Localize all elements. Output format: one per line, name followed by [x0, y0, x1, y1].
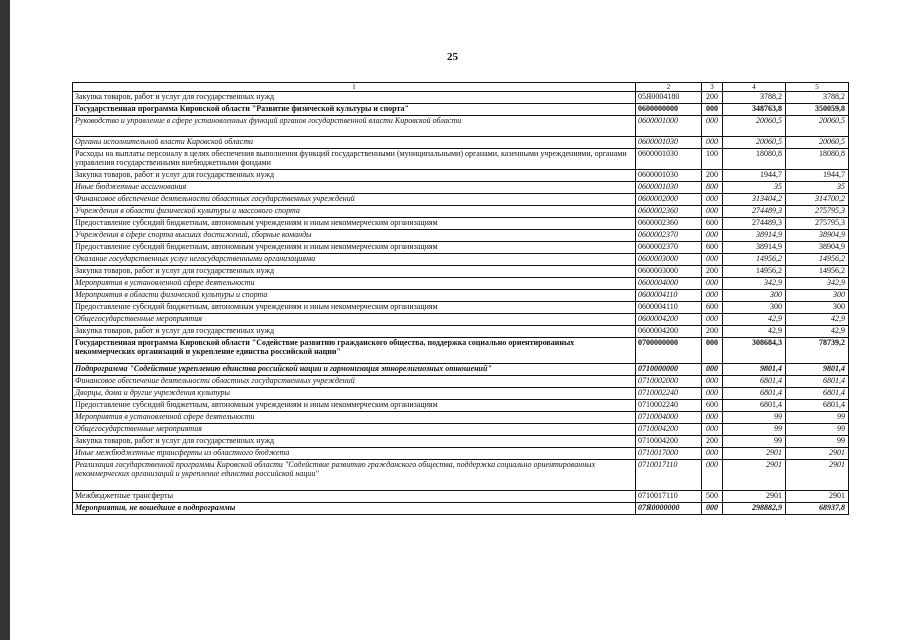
- table-row: [73, 314, 849, 326]
- row-name: Мероприятия в установленной сфере деятельности: [73, 278, 636, 290]
- table-row: [73, 206, 849, 218]
- table-row: [73, 448, 849, 460]
- row-amount-1: 18080,8: [723, 149, 786, 170]
- table-row: [73, 388, 849, 400]
- row-expense-type: 100: [702, 149, 723, 170]
- budget-table-container: [72, 82, 848, 515]
- row-code: 0600003000: [636, 266, 702, 278]
- header-cell: 4: [723, 83, 786, 92]
- row-amount-2: 2901: [786, 460, 849, 491]
- row-expense-type: 000: [702, 364, 723, 376]
- row-amount-1: 14956,2: [723, 254, 786, 266]
- row-name: Межбюджетные трансферты: [73, 491, 636, 503]
- row-code: 0710002240: [636, 388, 702, 400]
- row-code: 0600001030: [636, 149, 702, 170]
- row-name: Оказание государственных услуг негосударственными организациями: [73, 254, 636, 266]
- row-code: 0700000000: [636, 338, 702, 364]
- row-name: Мероприятия, не вошедшие в подпрограммы: [73, 503, 636, 515]
- row-amount-1: 2901: [723, 460, 786, 491]
- row-expense-type: 000: [702, 338, 723, 364]
- row-name: Мероприятия в установленной сфере деятельности: [73, 412, 636, 424]
- header-cell: 3: [702, 83, 723, 92]
- row-name: Руководство и управление в сфере установленных функций органов государственной власти Кировской области: [73, 116, 636, 137]
- row-amount-2: 6801,4: [786, 400, 849, 412]
- row-code: 0600001000: [636, 116, 702, 137]
- row-expense-type: 000: [702, 206, 723, 218]
- row-amount-1: 14956,2: [723, 266, 786, 278]
- row-amount-2: 20060,5: [786, 116, 849, 137]
- table-row: [73, 254, 849, 266]
- row-expense-type: 600: [702, 400, 723, 412]
- row-amount-1: 42,9: [723, 326, 786, 338]
- row-amount-2: 42,9: [786, 314, 849, 326]
- row-amount-2: 300: [786, 302, 849, 314]
- table-row: [73, 182, 849, 194]
- row-name: Учреждения в области физической культуры и массового спорта: [73, 206, 636, 218]
- row-code: 0600001030: [636, 170, 702, 182]
- row-expense-type: 000: [702, 424, 723, 436]
- row-expense-type: 000: [702, 116, 723, 137]
- row-code: 0710017110: [636, 491, 702, 503]
- header-cell: 5: [786, 83, 849, 92]
- row-code: 0600003000: [636, 254, 702, 266]
- table-row: [73, 218, 849, 230]
- row-code: 07Я0000000: [636, 503, 702, 515]
- table-row: [73, 137, 849, 149]
- row-amount-2: 14956,2: [786, 266, 849, 278]
- row-expense-type: 000: [702, 314, 723, 326]
- table-row: [73, 376, 849, 388]
- row-code: 0600004000: [636, 278, 702, 290]
- row-expense-type: 200: [702, 266, 723, 278]
- row-code: 0600001030: [636, 137, 702, 149]
- row-amount-1: 342,9: [723, 278, 786, 290]
- row-name: Предоставление субсидий бюджетным, автономным учреждениям и иным некоммерческим организациям: [73, 400, 636, 412]
- row-amount-1: 6801,4: [723, 400, 786, 412]
- table-row: [73, 290, 849, 302]
- row-code: 0600002360: [636, 206, 702, 218]
- row-amount-1: 274489,3: [723, 218, 786, 230]
- table-header-row: [73, 83, 849, 92]
- row-expense-type: 500: [702, 491, 723, 503]
- row-expense-type: 200: [702, 436, 723, 448]
- row-amount-2: 6801,4: [786, 388, 849, 400]
- row-amount-2: 42,9: [786, 326, 849, 338]
- row-expense-type: 000: [702, 254, 723, 266]
- row-name: Финансовое обеспечение деятельности областных государственных учреждений: [73, 194, 636, 206]
- row-amount-1: 99: [723, 412, 786, 424]
- row-amount-2: 38904,9: [786, 242, 849, 254]
- row-amount-2: 9801,4: [786, 364, 849, 376]
- row-amount-1: 3788,2: [723, 92, 786, 104]
- row-expense-type: 200: [702, 170, 723, 182]
- row-code: 0600004200: [636, 326, 702, 338]
- row-amount-1: 348763,8: [723, 104, 786, 116]
- row-code: 0600004110: [636, 290, 702, 302]
- row-expense-type: 000: [702, 194, 723, 206]
- table-row: [73, 92, 849, 104]
- row-code: 0710002000: [636, 376, 702, 388]
- row-code: 0710004200: [636, 436, 702, 448]
- row-code: 0600002360: [636, 218, 702, 230]
- page-number: 25: [447, 51, 458, 63]
- row-amount-1: 99: [723, 424, 786, 436]
- row-name: Предоставление субсидий бюджетным, автономным учреждениям и иным некоммерческим организациям: [73, 302, 636, 314]
- row-code: 0600000000: [636, 104, 702, 116]
- table-row: [73, 116, 849, 137]
- row-code: 0710017000: [636, 448, 702, 460]
- table-row: [73, 104, 849, 116]
- row-amount-1: 6801,4: [723, 376, 786, 388]
- row-code: 05Я0004180: [636, 92, 702, 104]
- row-amount-1: 6801,4: [723, 388, 786, 400]
- row-name: Финансовое обеспечение деятельности областных государственных учреждений: [73, 376, 636, 388]
- table-row: [73, 460, 849, 491]
- row-expense-type: 200: [702, 92, 723, 104]
- table-row: [73, 424, 849, 436]
- row-name: Реализация государственной программы Кировской области "Содействие развитию гражданского общества, поддержка социально ориентированных некоммерческих организаций и укрепление единства российской нации": [73, 460, 636, 491]
- row-expense-type: 000: [702, 460, 723, 491]
- row-expense-type: 000: [702, 230, 723, 242]
- table-row: [73, 149, 849, 170]
- table-row: [73, 242, 849, 254]
- row-code: 0600002000: [636, 194, 702, 206]
- row-amount-1: 2901: [723, 491, 786, 503]
- row-expense-type: 000: [702, 278, 723, 290]
- row-name: Органы исполнительной власти Кировской области: [73, 137, 636, 149]
- table-row: [73, 503, 849, 515]
- row-name: Предоставление субсидий бюджетным, автономным учреждениям и иным некоммерческим организациям: [73, 242, 636, 254]
- row-amount-2: 275795,3: [786, 218, 849, 230]
- row-amount-1: 313404,2: [723, 194, 786, 206]
- row-amount-2: 2901: [786, 448, 849, 460]
- row-code: 0600002370: [636, 230, 702, 242]
- row-amount-2: 1944,7: [786, 170, 849, 182]
- row-amount-2: 14956,2: [786, 254, 849, 266]
- row-code: 0600004200: [636, 314, 702, 326]
- row-name: Закупка товаров, работ и услуг для государственных нужд: [73, 326, 636, 338]
- row-expense-type: 000: [702, 503, 723, 515]
- row-amount-2: 6801,4: [786, 376, 849, 388]
- table-row: [73, 491, 849, 503]
- row-code: 0710004200: [636, 424, 702, 436]
- row-expense-type: 000: [702, 412, 723, 424]
- table-row: [73, 278, 849, 290]
- row-name: Закупка товаров, работ и услуг для государственных нужд: [73, 92, 636, 104]
- row-name: Закупка товаров, работ и услуг для государственных нужд: [73, 266, 636, 278]
- row-name: Иные бюджетные ассигнования: [73, 182, 636, 194]
- row-expense-type: 000: [702, 448, 723, 460]
- row-code: 0710004000: [636, 412, 702, 424]
- table-row: [73, 302, 849, 314]
- row-name: Общегосударственные мероприятия: [73, 424, 636, 436]
- row-amount-1: 38914,9: [723, 230, 786, 242]
- row-expense-type: 000: [702, 388, 723, 400]
- table-row: [73, 266, 849, 278]
- row-amount-2: 99: [786, 424, 849, 436]
- row-expense-type: 000: [702, 104, 723, 116]
- row-name: Иные межбюджетные трансферты из областного бюджета: [73, 448, 636, 460]
- row-name: Учреждения в сфере спорта высших достижений, сборные команды: [73, 230, 636, 242]
- row-amount-1: 308684,3: [723, 338, 786, 364]
- header-cell: 2: [636, 83, 702, 92]
- row-name: Предоставление субсидий бюджетным, автономным учреждениям и иным некоммерческим организациям: [73, 218, 636, 230]
- row-amount-1: 274489,3: [723, 206, 786, 218]
- row-name: Государственная программа Кировской области "Содействие развитию гражданского общества, поддержка социально ориентированных некоммерческих организаций и укрепление единства российской нации": [73, 338, 636, 364]
- row-amount-1: 9801,4: [723, 364, 786, 376]
- row-amount-2: 350059,8: [786, 104, 849, 116]
- row-name: Подпрограмма "Содействие укреплению единства российской нации и гармонизация этнорелигиозных отношений": [73, 364, 636, 376]
- row-amount-1: 1944,7: [723, 170, 786, 182]
- row-amount-2: 300: [786, 290, 849, 302]
- row-name: Расходы на выплаты персоналу в целях обеспечения выполнения функций государственными (муниципальными) органами, казенными учреждениями, органами управления государственными внебюджетными фондами: [73, 149, 636, 170]
- table-row: [73, 436, 849, 448]
- row-code: 0600004110: [636, 302, 702, 314]
- table-row: [73, 338, 849, 364]
- row-amount-1: 20060,5: [723, 116, 786, 137]
- row-amount-1: 35: [723, 182, 786, 194]
- row-expense-type: 000: [702, 376, 723, 388]
- row-expense-type: 600: [702, 218, 723, 230]
- row-amount-2: 3788,2: [786, 92, 849, 104]
- row-amount-1: 42,9: [723, 314, 786, 326]
- row-amount-2: 2901: [786, 491, 849, 503]
- table-row: [73, 170, 849, 182]
- row-amount-2: 18080,8: [786, 149, 849, 170]
- row-amount-2: 78739,2: [786, 338, 849, 364]
- table-row: [73, 400, 849, 412]
- row-name: Дворцы, дома и другие учреждения культуры: [73, 388, 636, 400]
- row-amount-2: 342,9: [786, 278, 849, 290]
- row-expense-type: 000: [702, 290, 723, 302]
- row-code: 0710000000: [636, 364, 702, 376]
- scan-edge: [0, 0, 10, 640]
- row-expense-type: 800: [702, 182, 723, 194]
- row-expense-type: 600: [702, 242, 723, 254]
- table-row: [73, 230, 849, 242]
- row-amount-2: 314700,2: [786, 194, 849, 206]
- row-code: 0600002370: [636, 242, 702, 254]
- row-amount-2: 99: [786, 436, 849, 448]
- row-amount-1: 2901: [723, 448, 786, 460]
- row-amount-1: 38914,9: [723, 242, 786, 254]
- row-code: 0710017110: [636, 460, 702, 491]
- row-code: 0600001030: [636, 182, 702, 194]
- row-amount-2: 38904,9: [786, 230, 849, 242]
- row-expense-type: 600: [702, 302, 723, 314]
- budget-table: [72, 82, 849, 515]
- row-amount-1: 298882,9: [723, 503, 786, 515]
- row-expense-type: 200: [702, 326, 723, 338]
- row-amount-1: 300: [723, 290, 786, 302]
- table-row: [73, 364, 849, 376]
- row-amount-2: 20060,5: [786, 137, 849, 149]
- row-expense-type: 000: [702, 137, 723, 149]
- header-cell: 1: [73, 83, 636, 92]
- row-amount-1: 300: [723, 302, 786, 314]
- row-code: 0710002240: [636, 400, 702, 412]
- row-name: Общегосударственные мероприятия: [73, 314, 636, 326]
- row-name: Закупка товаров, работ и услуг для государственных нужд: [73, 170, 636, 182]
- row-amount-2: 35: [786, 182, 849, 194]
- row-amount-2: 68937,8: [786, 503, 849, 515]
- table-row: [73, 412, 849, 424]
- row-name: Мероприятия в области физической культуры и спорта: [73, 290, 636, 302]
- row-name: Государственная программа Кировской области "Развитие физической культуры и спорта": [73, 104, 636, 116]
- row-amount-2: 99: [786, 412, 849, 424]
- table-row: [73, 326, 849, 338]
- row-name: Закупка товаров, работ и услуг для государственных нужд: [73, 436, 636, 448]
- row-amount-1: 20060,5: [723, 137, 786, 149]
- row-amount-1: 99: [723, 436, 786, 448]
- table-row: [73, 194, 849, 206]
- row-amount-2: 275795,3: [786, 206, 849, 218]
